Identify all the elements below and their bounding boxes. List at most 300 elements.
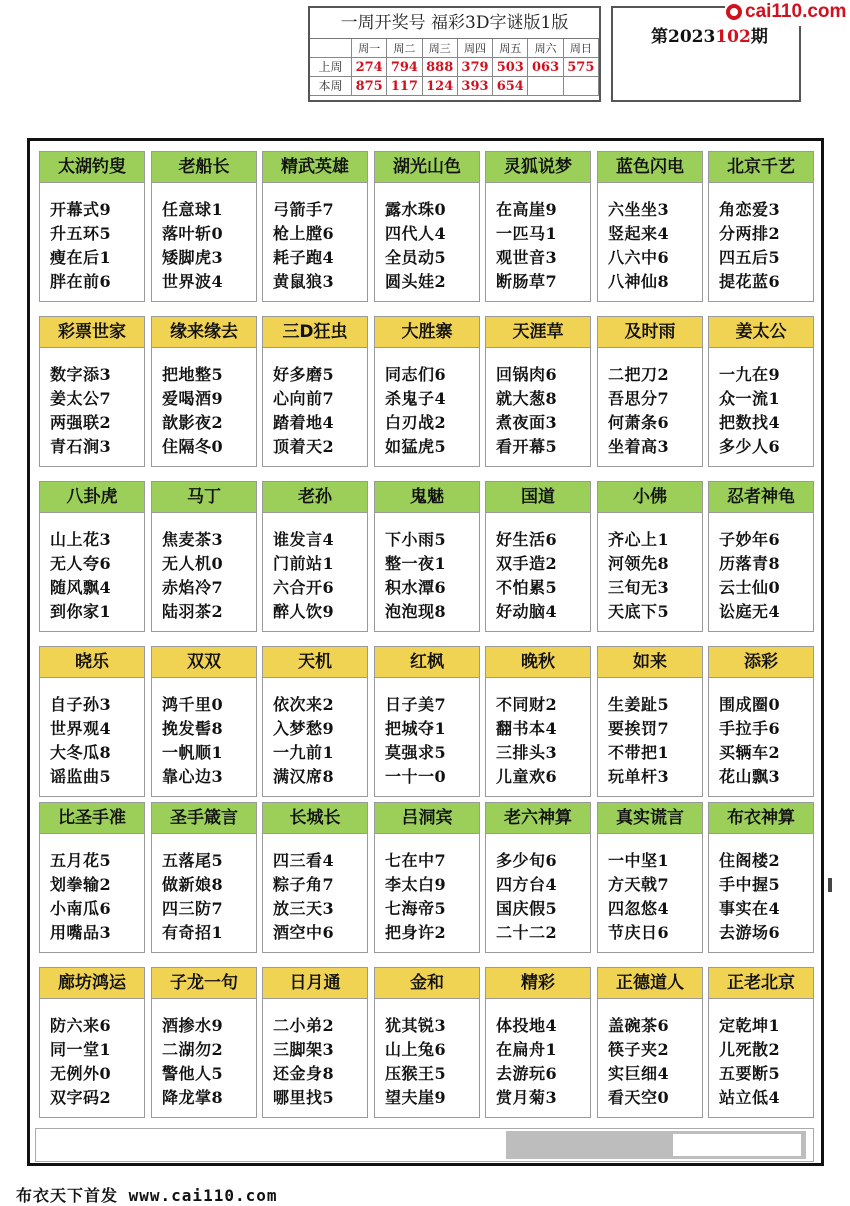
puzzle-card-title: 老六神算 xyxy=(486,803,590,834)
puzzle-line: 讼庭无4 xyxy=(719,602,781,621)
puzzle-card-lines xyxy=(709,834,813,945)
puzzle-card-lines xyxy=(709,348,813,459)
puzzle-line: 好多磨5 xyxy=(273,365,335,384)
last-week-number: 888 xyxy=(423,58,458,77)
puzzle-card-lines xyxy=(598,678,702,789)
puzzle-line: 云士仙0 xyxy=(719,578,781,597)
puzzle-line: 积水潭6 xyxy=(385,578,447,597)
puzzle-line: 一中坚1 xyxy=(608,851,670,870)
puzzle-card-title: 正老北京 xyxy=(709,968,813,999)
puzzle-card-title: 国道 xyxy=(486,482,590,513)
logo-text: cai110.com xyxy=(745,1,847,22)
puzzle-card-lines xyxy=(375,678,479,789)
puzzle-card-lines xyxy=(40,513,144,624)
puzzle-card xyxy=(151,646,257,797)
puzzle-line: 大冬瓜8 xyxy=(50,743,112,762)
puzzle-card xyxy=(597,316,703,467)
puzzle-line: 手中握5 xyxy=(719,875,781,894)
puzzle-line: 好动脑4 xyxy=(496,602,558,621)
puzzle-line: 做新娘8 xyxy=(162,875,224,894)
puzzle-line: 坐着高3 xyxy=(608,437,670,456)
puzzle-line: 要挨罚7 xyxy=(608,719,670,738)
puzzle-card-lines xyxy=(486,678,590,789)
puzzle-card-lines xyxy=(40,183,144,294)
puzzle-card-lines xyxy=(263,348,367,459)
puzzle-line: 日子美7 xyxy=(385,695,447,714)
puzzle-line: 满汉席8 xyxy=(273,767,335,786)
puzzle-line: 翻书本4 xyxy=(496,719,558,738)
puzzle-line: 枪上膛6 xyxy=(273,224,335,243)
puzzle-line: 矮脚虎3 xyxy=(162,248,224,267)
puzzle-card-title: 布衣神算 xyxy=(709,803,813,834)
puzzle-card-title: 比圣手准 xyxy=(40,803,144,834)
puzzle-line: 醉人饮9 xyxy=(273,602,335,621)
puzzle-line: 不怕累5 xyxy=(496,578,558,597)
puzzle-line: 七海帝5 xyxy=(385,899,447,918)
issue-number-value: 102 xyxy=(715,27,751,47)
puzzle-card-title: 天涯草 xyxy=(486,317,590,348)
puzzle-card xyxy=(39,316,145,467)
puzzle-line: 国庆假5 xyxy=(496,899,558,918)
puzzle-line: 子妙年6 xyxy=(719,530,781,549)
puzzle-card xyxy=(485,646,591,797)
puzzle-line: 门前站1 xyxy=(273,554,335,573)
puzzle-card xyxy=(485,967,591,1118)
puzzle-line: 姜太公7 xyxy=(50,389,112,408)
puzzle-line: 哪里找5 xyxy=(273,1088,335,1107)
last-week-number: 274 xyxy=(352,58,387,77)
puzzle-line: 一匹马1 xyxy=(496,224,558,243)
puzzle-line: 杀鬼子4 xyxy=(385,389,447,408)
puzzle-line: 二小弟2 xyxy=(273,1016,335,1035)
puzzle-card xyxy=(151,802,257,953)
footer-banner-slot xyxy=(673,1134,801,1156)
puzzle-line: 警他人5 xyxy=(162,1064,224,1083)
puzzle-line: 心向前7 xyxy=(273,389,335,408)
puzzle-line: 降龙掌8 xyxy=(162,1088,224,1107)
puzzle-card-lines xyxy=(486,348,590,459)
day-header: 周五 xyxy=(493,39,528,58)
puzzle-line: 八神仙8 xyxy=(608,272,670,291)
puzzle-card-lines xyxy=(152,183,256,294)
puzzle-card-lines xyxy=(40,834,144,945)
puzzle-card-title: 及时雨 xyxy=(598,317,702,348)
puzzle-line: 压猴王5 xyxy=(385,1064,447,1083)
puzzle-line: 李太白9 xyxy=(385,875,447,894)
puzzle-line: 住阁楼2 xyxy=(719,851,781,870)
puzzle-line: 三旬无3 xyxy=(608,578,670,597)
puzzle-line: 莫强求5 xyxy=(385,743,447,762)
this-week-number: 654 xyxy=(493,77,528,96)
puzzle-card xyxy=(708,481,814,632)
puzzle-card-title: 子龙一句 xyxy=(152,968,256,999)
results-grid xyxy=(310,39,599,96)
puzzle-card-lines xyxy=(709,678,813,789)
last-week-number: 794 xyxy=(387,58,422,77)
puzzle-line: 不带把1 xyxy=(608,743,670,762)
puzzle-line: 依次来2 xyxy=(273,695,335,714)
puzzle-card xyxy=(485,316,591,467)
puzzle-card-lines xyxy=(486,183,590,294)
site-logo[interactable] xyxy=(725,0,850,26)
puzzle-card-lines xyxy=(709,513,813,624)
puzzle-card-title: 鬼魅 xyxy=(375,482,479,513)
last-week-number: 379 xyxy=(458,58,493,77)
puzzle-line: 小南瓜6 xyxy=(50,899,112,918)
puzzle-line: 在扁舟1 xyxy=(496,1040,558,1059)
puzzle-line: 何萧条6 xyxy=(608,413,670,432)
puzzle-line: 观世音3 xyxy=(496,248,558,267)
puzzle-line: 世界波4 xyxy=(162,272,224,291)
puzzle-line: 节庆日6 xyxy=(608,923,670,942)
puzzle-line: 划拳输2 xyxy=(50,875,112,894)
puzzle-card-lines xyxy=(375,183,479,294)
puzzle-line: 同志们6 xyxy=(385,365,447,384)
puzzle-line: 二湖勿2 xyxy=(162,1040,224,1059)
puzzle-line: 看开幕5 xyxy=(496,437,558,456)
puzzle-line: 歆影夜2 xyxy=(162,413,224,432)
puzzle-card-lines xyxy=(709,183,813,294)
puzzle-card-title: 精武英雄 xyxy=(263,152,367,183)
puzzle-line: 定乾坤1 xyxy=(719,1016,781,1035)
puzzle-card xyxy=(151,151,257,302)
puzzle-card-lines xyxy=(486,999,590,1110)
puzzle-card xyxy=(374,151,480,302)
puzzle-line: 顶着天2 xyxy=(273,437,335,456)
puzzle-line: 三排头3 xyxy=(496,743,558,762)
puzzle-card xyxy=(39,151,145,302)
puzzle-card-title: 马丁 xyxy=(152,482,256,513)
puzzle-line: 同一堂1 xyxy=(50,1040,112,1059)
puzzle-line: 还金身8 xyxy=(273,1064,335,1083)
puzzle-line: 把城夺1 xyxy=(385,719,447,738)
puzzle-line: 赤焰冷7 xyxy=(162,578,224,597)
puzzle-line: 胖在前6 xyxy=(50,272,112,291)
puzzle-line: 酒掺水9 xyxy=(162,1016,224,1035)
puzzle-line: 望夫崖9 xyxy=(385,1088,447,1107)
puzzle-card xyxy=(708,646,814,797)
puzzle-line: 玩单杆3 xyxy=(608,767,670,786)
puzzle-card-lines xyxy=(486,834,590,945)
puzzle-card-lines xyxy=(152,513,256,624)
puzzle-card-title: 姜太公 xyxy=(709,317,813,348)
puzzle-line: 入梦愁9 xyxy=(273,719,335,738)
puzzle-line: 谣监曲5 xyxy=(50,767,112,786)
puzzle-card-title: 太湖钓叟 xyxy=(40,152,144,183)
puzzle-line: 谁发言4 xyxy=(273,530,335,549)
puzzle-card xyxy=(597,967,703,1118)
edge-mark xyxy=(828,878,832,892)
puzzle-line: 买辆车2 xyxy=(719,743,781,762)
puzzle-card xyxy=(374,316,480,467)
puzzle-line: 儿童欢6 xyxy=(496,767,558,786)
weekly-results-table xyxy=(308,6,601,102)
puzzle-card-lines xyxy=(263,834,367,945)
puzzle-line: 耗子跑4 xyxy=(273,248,335,267)
puzzle-card-title: 彩票世家 xyxy=(40,317,144,348)
puzzle-line: 去游场6 xyxy=(719,923,781,942)
puzzle-card xyxy=(151,316,257,467)
puzzle-card xyxy=(39,967,145,1118)
last-week-label: 上周 xyxy=(310,58,352,77)
puzzle-line: 提花蓝6 xyxy=(719,272,781,291)
puzzle-line: 六坐坐3 xyxy=(608,200,670,219)
puzzle-card-title: 精彩 xyxy=(486,968,590,999)
puzzle-line: 爱喝酒9 xyxy=(162,389,224,408)
puzzle-line: 弓箭手7 xyxy=(273,200,335,219)
puzzle-line: 青石涧3 xyxy=(50,437,112,456)
puzzle-line: 七在中7 xyxy=(385,851,447,870)
puzzle-line: 双字码2 xyxy=(50,1088,112,1107)
puzzle-line: 犹其锐3 xyxy=(385,1016,447,1035)
puzzle-line: 就大葱8 xyxy=(496,389,558,408)
puzzle-line: 去游玩6 xyxy=(496,1064,558,1083)
puzzle-line: 瘦在后1 xyxy=(50,248,112,267)
puzzle-card-title: 添彩 xyxy=(709,647,813,678)
puzzle-grid xyxy=(27,138,824,1166)
puzzle-card-lines xyxy=(375,999,479,1110)
puzzle-line: 开幕式9 xyxy=(50,200,112,219)
puzzle-card-lines xyxy=(40,348,144,459)
puzzle-card-title: 圣手箴言 xyxy=(152,803,256,834)
puzzle-card-title: 缘来缘去 xyxy=(152,317,256,348)
puzzle-line: 黄鼠狼3 xyxy=(273,272,335,291)
puzzle-card xyxy=(485,481,591,632)
puzzle-line: 围成圈0 xyxy=(719,695,781,714)
puzzle-line: 生姜趾5 xyxy=(608,695,670,714)
puzzle-line: 盖碗茶6 xyxy=(608,1016,670,1035)
puzzle-line: 天底下5 xyxy=(608,602,670,621)
puzzle-line: 世界观4 xyxy=(50,719,112,738)
puzzle-line: 站立低4 xyxy=(719,1088,781,1107)
puzzle-card xyxy=(39,802,145,953)
last-week-number: 575 xyxy=(564,58,599,77)
puzzle-card xyxy=(262,967,368,1118)
puzzle-card-lines xyxy=(598,999,702,1110)
puzzle-line: 手拉手6 xyxy=(719,719,781,738)
puzzle-line: 踏着地4 xyxy=(273,413,335,432)
puzzle-card-title: 日月通 xyxy=(263,968,367,999)
puzzle-card-lines xyxy=(598,834,702,945)
this-week-label: 本周 xyxy=(310,77,352,96)
puzzle-line: 到你家1 xyxy=(50,602,112,621)
puzzle-card xyxy=(597,151,703,302)
puzzle-line: 圆头娃2 xyxy=(385,272,447,291)
puzzle-line: 一十一0 xyxy=(385,767,447,786)
logo-icon xyxy=(726,4,742,20)
puzzle-line: 一帆顺1 xyxy=(162,743,224,762)
puzzle-line: 用嘴品3 xyxy=(50,923,112,942)
puzzle-line: 河领先8 xyxy=(608,554,670,573)
puzzle-card-lines xyxy=(375,348,479,459)
puzzle-line: 四代人4 xyxy=(385,224,447,243)
puzzle-line: 无例外0 xyxy=(50,1064,112,1083)
day-header: 周三 xyxy=(423,39,458,58)
puzzle-line: 四三看4 xyxy=(273,851,335,870)
puzzle-card-lines xyxy=(40,999,144,1110)
puzzle-card-lines xyxy=(709,999,813,1110)
puzzle-line: 三脚架3 xyxy=(273,1040,335,1059)
last-week-number: 503 xyxy=(493,58,528,77)
puzzle-card xyxy=(597,646,703,797)
puzzle-card-title: 真实谎言 xyxy=(598,803,702,834)
puzzle-card xyxy=(262,316,368,467)
this-week-number: 124 xyxy=(423,77,458,96)
puzzle-card-title: 北京千艺 xyxy=(709,152,813,183)
puzzle-line: 挽发髻8 xyxy=(162,719,224,738)
puzzle-line: 看天空0 xyxy=(608,1088,670,1107)
puzzle-card-title: 双双 xyxy=(152,647,256,678)
puzzle-line: 陆羽茶2 xyxy=(162,602,224,621)
puzzle-line: 酒空中6 xyxy=(273,923,335,942)
puzzle-line: 四五后5 xyxy=(719,248,781,267)
puzzle-card xyxy=(374,646,480,797)
issue-prefix: 第2023 xyxy=(651,27,716,47)
puzzle-card-title: 小佛 xyxy=(598,482,702,513)
puzzle-line: 多少旬6 xyxy=(496,851,558,870)
puzzle-card xyxy=(708,151,814,302)
puzzle-card-lines xyxy=(375,513,479,624)
puzzle-card xyxy=(708,802,814,953)
puzzle-line: 白刃战2 xyxy=(385,413,447,432)
puzzle-line: 好生活6 xyxy=(496,530,558,549)
this-week-number: 875 xyxy=(352,77,387,96)
puzzle-line: 把身许2 xyxy=(385,923,447,942)
puzzle-line: 竖起来4 xyxy=(608,224,670,243)
puzzle-card-title: 正德道人 xyxy=(598,968,702,999)
issue-suffix: 期 xyxy=(750,27,768,47)
puzzle-card-lines xyxy=(598,183,702,294)
puzzle-card xyxy=(39,646,145,797)
puzzle-card-title: 灵狐说梦 xyxy=(486,152,590,183)
puzzle-card xyxy=(262,151,368,302)
puzzle-card-title: 老孙 xyxy=(263,482,367,513)
this-week-number: 117 xyxy=(387,77,422,96)
puzzle-line: 靠心边3 xyxy=(162,767,224,786)
puzzle-card xyxy=(485,802,591,953)
puzzle-card xyxy=(374,967,480,1118)
puzzle-line: 四三防7 xyxy=(162,899,224,918)
puzzle-line: 煮夜面3 xyxy=(496,413,558,432)
puzzle-line: 无人夸6 xyxy=(50,554,112,573)
puzzle-card xyxy=(485,151,591,302)
puzzle-line: 一九在9 xyxy=(719,365,781,384)
puzzle-line: 方天戟7 xyxy=(608,875,670,894)
puzzle-line: 多少人6 xyxy=(719,437,781,456)
puzzle-line: 落叶斩0 xyxy=(162,224,224,243)
footer-banner xyxy=(35,1128,814,1162)
puzzle-line: 角恋爱3 xyxy=(719,200,781,219)
puzzle-line: 二把刀2 xyxy=(608,365,670,384)
puzzle-line: 花山飘3 xyxy=(719,767,781,786)
puzzle-line: 泡泡现8 xyxy=(385,602,447,621)
puzzle-card-lines xyxy=(263,999,367,1110)
puzzle-card-title: 八卦虎 xyxy=(40,482,144,513)
puzzle-line: 历落青8 xyxy=(719,554,781,573)
this-week-number xyxy=(528,77,563,96)
puzzle-card-title: 晓乐 xyxy=(40,647,144,678)
puzzle-card xyxy=(374,481,480,632)
puzzle-line: 五月花5 xyxy=(50,851,112,870)
puzzle-card-lines xyxy=(263,678,367,789)
puzzle-card-title: 忍者神龟 xyxy=(709,482,813,513)
puzzle-line: 回锅肉6 xyxy=(496,365,558,384)
puzzle-line: 分两排2 xyxy=(719,224,781,243)
puzzle-line: 防六来6 xyxy=(50,1016,112,1035)
puzzle-line: 五要断5 xyxy=(719,1064,781,1083)
puzzle-card-title: 蓝色闪电 xyxy=(598,152,702,183)
puzzle-line: 自子孙3 xyxy=(50,695,112,714)
puzzle-card xyxy=(151,967,257,1118)
puzzle-card-title: 长城长 xyxy=(263,803,367,834)
puzzle-line: 粽子角7 xyxy=(273,875,335,894)
puzzle-card xyxy=(597,481,703,632)
last-week-number: 063 xyxy=(528,58,563,77)
puzzle-card-lines xyxy=(152,834,256,945)
puzzle-card xyxy=(262,802,368,953)
puzzle-card-lines xyxy=(40,678,144,789)
puzzle-card xyxy=(39,481,145,632)
puzzle-line: 六合开6 xyxy=(273,578,335,597)
puzzle-line: 儿死散2 xyxy=(719,1040,781,1059)
puzzle-card-title: 红枫 xyxy=(375,647,479,678)
puzzle-card-title: 大胜寨 xyxy=(375,317,479,348)
puzzle-line: 不同财2 xyxy=(496,695,558,714)
puzzle-card-title: 金和 xyxy=(375,968,479,999)
puzzle-card-lines xyxy=(375,834,479,945)
puzzle-line: 有奇招1 xyxy=(162,923,224,942)
puzzle-line: 无人机0 xyxy=(162,554,224,573)
this-week-number: 393 xyxy=(458,77,493,96)
puzzle-line: 放三天3 xyxy=(273,899,335,918)
puzzle-line: 任意球1 xyxy=(162,200,224,219)
puzzle-card xyxy=(708,316,814,467)
puzzle-card xyxy=(374,802,480,953)
footer-banner-shade xyxy=(506,1131,806,1159)
day-header: 周四 xyxy=(458,39,493,58)
puzzle-card xyxy=(262,481,368,632)
puzzle-card-lines xyxy=(263,183,367,294)
puzzle-card xyxy=(708,967,814,1118)
puzzle-line: 鸿千里0 xyxy=(162,695,224,714)
puzzle-line: 一九前1 xyxy=(273,743,335,762)
puzzle-card-lines xyxy=(263,513,367,624)
puzzle-card-lines xyxy=(598,348,702,459)
puzzle-card xyxy=(151,481,257,632)
grid-corner xyxy=(310,39,352,58)
day-header: 周一 xyxy=(352,39,387,58)
puzzle-line: 五落尾5 xyxy=(162,851,224,870)
puzzle-line: 众一流1 xyxy=(719,389,781,408)
puzzle-card-lines xyxy=(152,348,256,459)
puzzle-line: 山上兔6 xyxy=(385,1040,447,1059)
puzzle-line: 赏月菊3 xyxy=(496,1088,558,1107)
puzzle-card-title: 吕洞宾 xyxy=(375,803,479,834)
puzzle-line: 山上花3 xyxy=(50,530,112,549)
puzzle-card-title: 老船长 xyxy=(152,152,256,183)
puzzle-line: 下小雨5 xyxy=(385,530,447,549)
results-title: 一周开奖号 福彩3D字谜版1版 xyxy=(310,8,599,39)
puzzle-card xyxy=(262,646,368,797)
puzzle-line: 焦麦茶3 xyxy=(162,530,224,549)
puzzle-card-lines xyxy=(486,513,590,624)
puzzle-card xyxy=(597,802,703,953)
puzzle-line: 八六中6 xyxy=(608,248,670,267)
puzzle-card-title: 天机 xyxy=(263,647,367,678)
puzzle-line: 吾思分7 xyxy=(608,389,670,408)
puzzle-line: 断肠草7 xyxy=(496,272,558,291)
puzzle-line: 升五环5 xyxy=(50,224,112,243)
